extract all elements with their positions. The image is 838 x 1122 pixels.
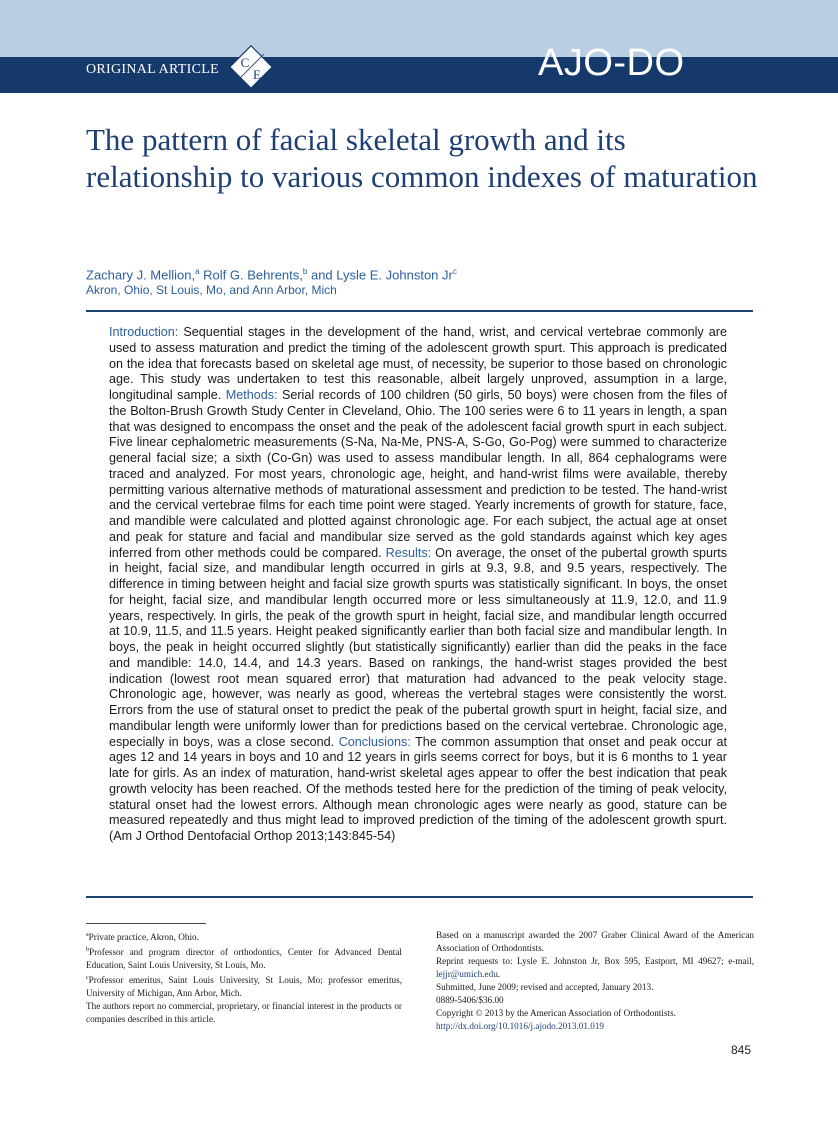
footnote-price: 0889-5406/$36.00 bbox=[436, 995, 504, 1005]
journal-logo: AJO-DO bbox=[538, 42, 685, 84]
abstract-introduction-label: Introduction: bbox=[109, 325, 179, 339]
footnote-copyright: Copyright © 2013 by the American Association of Orthodontists. bbox=[436, 1008, 676, 1018]
email-link[interactable]: lejjr@umich.edu bbox=[436, 969, 498, 979]
footnote-submitted: Submitted, June 2009; revised and accepted, January 2013. bbox=[436, 982, 654, 992]
footnotes-publication bbox=[436, 929, 754, 1033]
abstract-results-label: Results: bbox=[385, 545, 432, 560]
footnote-text: Professor and program director of orthodontics, Center for Advanced Dental Education, Saint Louis University, St Louis, Mo. bbox=[86, 947, 402, 971]
footnote bbox=[86, 929, 402, 944]
abstract-methods: Serial records of 100 children (50 girls, 50 boys) were chosen from the files of the Bolton-Brush Growth Study Center in Cleveland, Ohio. The 100 series were 6 to 11 years in length, a span that was designed to encompass the onset and the peak of the adolescent facial growth spurt in each subject. Five linear cephalometric measurements (S-Na, Na-Me, PNS-A, S-Go, Go-Pog) were summed to characterize general facial size; a sixth (Co-Gn) was used to assess mandibular length. In all, 864 cephalograms were traced and analyzed. For most years, chronologic age, height, and hand-wrist films were available, thereby permitting various alternative methods of maturational assessment and prediction to be tested. The hand-wrist and the cervical vertebrae films for each time point were staged. Yearly increments of growth for stature, face, and mandible were calculated and plotted against chronologic age. For each subject, the actual age at onset and peak for stature and facial and mandibular size served as the gold standards against which key ages inferred from other methods could be compared. bbox=[109, 388, 727, 560]
reprint-suffix: . bbox=[497, 969, 501, 979]
author-name: Zachary J. Mellion, bbox=[86, 267, 196, 283]
footnote-text: The authors report no commercial, proprietary, or financial interest in the products or companies described in this article. bbox=[86, 1001, 402, 1025]
divider-top bbox=[86, 310, 753, 312]
badge-letter-e: E bbox=[253, 67, 261, 82]
article-title: The pattern of facial skeletal growth and its relationship to various common indexes of maturation bbox=[86, 122, 758, 194]
author-affiliation-mark: b bbox=[302, 267, 308, 276]
footnote-reprint bbox=[436, 955, 754, 981]
footnote-text: Private practice, Akron, Ohio. bbox=[88, 932, 199, 943]
author-name: Rolf G. Behrents, bbox=[203, 267, 303, 283]
top-banner bbox=[0, 0, 838, 57]
page-number: 845 bbox=[731, 1043, 752, 1057]
footnote-text: Professor emeritus, Saint Louis University, St Louis, Mo; professor emeritus, University of Michigan, Ann Arbor, Mich. bbox=[86, 975, 402, 999]
footnote-rule bbox=[86, 923, 206, 924]
footnote-award: Based on a manuscript awarded the 2007 Graber Clinical Award of the American Association of Orthodontists. bbox=[436, 930, 754, 953]
divider-bottom bbox=[86, 896, 753, 898]
author-list bbox=[86, 264, 457, 283]
abstract-methods-label: Methods: bbox=[225, 388, 278, 402]
doi-link[interactable]: http://dx.doi.org/10.1016/j.ajodo.2013.01.019 bbox=[436, 1021, 605, 1031]
reprint-text: Reprint requests to: Lysle E. Johnston Jr, Box 595, Eastport, MI 49627; e-mail, bbox=[436, 956, 754, 966]
author-affiliations: Akron, Ohio, St Louis, Mo, and Ann Arbor, Mich bbox=[86, 283, 337, 297]
abstract-introduction: Sequential stages in the development of the hand, wrist, and cervical vertebrae commonly are used to assess maturation and predict the timing of the adolescent growth spurt. This approach is predicated on the idea that forecasts based on skeletal age must, of necessity, be superior to those based on chronologic age. This study was undertaken to test this reasonable, albeit largely unproved, assumption in a large, longitudinal sample. bbox=[109, 325, 727, 402]
badge-letter-c: C bbox=[240, 55, 250, 70]
article-type-label: ORIGINAL ARTICLE bbox=[86, 62, 219, 77]
continuing-education-badge bbox=[229, 45, 273, 89]
footnote bbox=[86, 972, 402, 1000]
abstract-conclusions-label: Conclusions: bbox=[338, 734, 411, 749]
footnote-mark: c bbox=[86, 975, 89, 982]
footnote-disclosure bbox=[86, 1000, 402, 1026]
footnote-mark: b bbox=[86, 947, 89, 954]
abstract-conclusions: The common assumption that onset and peak occur at ages 12 and 14 years in boys and 10 and 12 years in girls seems correct for boys, but it is 6 months to 1 year late for girls. As an index of maturation, hand-wrist skeletal ages appear to offer the best indication that peak growth velocity has been reached. Of the methods tested here for the prediction of the timing of peak velocity, statural onset had the lowest errors. Although mean chronologic ages were nearly as good, stature can be measured repeatedly and thus might lead to improved prediction of the timing of the adolescent growth spurt. (Am J Orthod Dentofacial Orthop 2013;143:845-54) bbox=[109, 734, 727, 843]
footnote-mark: a bbox=[86, 932, 89, 938]
abstract bbox=[109, 325, 727, 845]
abstract-results: On average, the onset of the pubertal growth spurts in height, facial size, and mandibular length occurred in girls at 9.3, 9.8, and 9.5 years, respectively. The difference in timing between height and facial size growth spurts was statistically significant. In boys, the onset for height, facial size, and mandibular length occurred more or less simultaneously at 11.9, 12.0, and 11.9 years, respectively. In girls, the peak of the growth spurt in height, facial size, and mandibular length occurred at 10.9, 11.5, and 11.5 years. Height peaked significantly earlier than both facial size and mandibular length. In boys, the peak in height occurred slightly (but statistically significantly) earlier than did the peaks in the face and mandible: 14.0, 14.4, and 14.3 years. Based on rankings, the hand-wrist stages provided the best indication (lowest root mean squared error) that maturation had advanced to the peak velocity stage. Chronologic age, however, was nearly as good, whereas the vertebral stages were consistently the worst. Errors from the use of statural onset to predict the peak of the pubertal growth spurt in height, facial size, and mandibular length were uniformly lower than for predictions based on the cervical vertebrae. Chronologic age, especially in boys, was a close second. bbox=[109, 545, 727, 749]
footnote bbox=[86, 944, 402, 972]
author-name: and Lysle E. Johnston Jr bbox=[310, 267, 453, 283]
author-affiliation-mark: c bbox=[452, 267, 457, 276]
author-affiliation-mark: a bbox=[195, 267, 200, 276]
footnotes-affiliations bbox=[86, 929, 402, 1026]
